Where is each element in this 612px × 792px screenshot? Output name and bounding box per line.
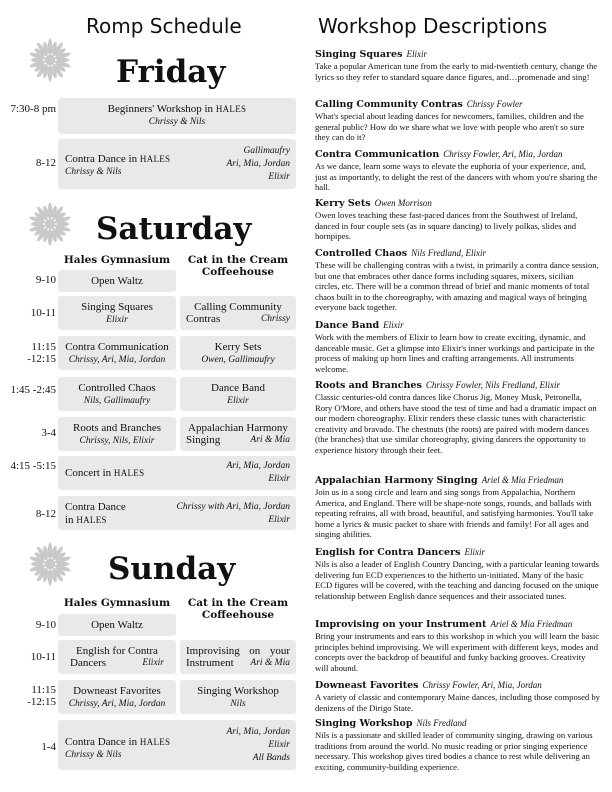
- event-title: Singing Squares: [81, 301, 153, 313]
- schedule-title: Romp Schedule: [86, 14, 242, 38]
- workshop-description: As we dance, learn some ways to elevate the euphoria of your experience, and, just as importantly, to delight the rest of the dancers with whom you're sharing the hall.: [315, 161, 598, 193]
- event-leaders: Elixir: [227, 396, 249, 406]
- event-title: Open Waltz: [91, 275, 143, 287]
- event-english-for-contra-dancers: [58, 640, 176, 674]
- workshop-entry: [315, 98, 600, 143]
- workshop-description: Work with the members of Elixir to learn how to create exciting, dynamic, and danceable music. Get a glimpse into Elixir's inner workings and participate in the process of making up horn lines and crafting arrangements. All instruments welcome.: [315, 332, 595, 374]
- band-name: Elixir: [268, 515, 290, 525]
- workshop-description: Nils is also a leader of English Country Dancing, with a particular leaning towards delivering fun ECD experiences to the hitherto un-initiated. Many of the basic ECD figures will be covered, with the teaching and dancing focused on the unique relationship between English dance sequences and their associated tunes.: [315, 559, 600, 601]
- event-title-cont: Instrument: [186, 657, 234, 669]
- workshop-leaders: Chrissy Fowler, Ari, Mia, Jordan: [422, 680, 542, 690]
- event-title: Contra Dance: [65, 501, 126, 513]
- event-leaders: Chrissy, Ari, Mia, Jordan: [68, 699, 166, 709]
- workshop-leaders: Elixir: [406, 49, 427, 59]
- band-name: Ari, Mia, Jordan: [226, 461, 290, 471]
- event-leaders: Chrissy, Ari, Mia, Jordan: [68, 355, 166, 365]
- event-title-cont: Contras: [186, 313, 221, 325]
- event-singing-workshop: [180, 680, 296, 714]
- workshop-entry: [315, 717, 600, 772]
- event-title: Contra Dance in: [65, 153, 138, 165]
- column-heading-hales: Hales Gymnasium: [63, 597, 171, 609]
- time-slot: 9-10: [35, 619, 56, 631]
- event-improvising-on-instrument: [180, 640, 296, 674]
- workshop-leaders: Ariel & Mia Friedman: [490, 619, 573, 629]
- event-leaders: Ari & Mia: [250, 435, 290, 445]
- workshop-descriptions-title: Workshop Descriptions: [318, 14, 548, 38]
- event-leaders: Elixir: [142, 658, 164, 668]
- workshop-leaders: Owen Morrison: [374, 198, 432, 208]
- event-leaders: Nils, Gallimaufry: [83, 396, 151, 406]
- event-title-cont: in: [65, 514, 74, 526]
- event-leaders: Chrissy & Nils: [65, 167, 122, 177]
- workshop-description: Take a popular American tune from the early to mid-twentieth century, change the lyrics so they refer to standard square dance figures, and…promenade and sing!: [315, 61, 598, 82]
- workshop-title: Roots and Branches: [315, 380, 422, 391]
- day-heading-friday: Friday: [116, 54, 226, 90]
- event-contra-communication: [58, 336, 176, 370]
- event-title: Open Waltz: [91, 619, 143, 631]
- event-roots-and-branches: [58, 417, 176, 451]
- venue-label: HALES: [139, 737, 171, 747]
- workshop-entry: [315, 546, 600, 601]
- time-slot: 11:15 -12:15: [27, 684, 56, 708]
- workshop-title: Singing Workshop: [315, 718, 413, 729]
- workshop-title: Kerry Sets: [315, 198, 371, 209]
- flower-icon: [28, 542, 72, 586]
- event-title-cont: Singing: [186, 434, 221, 446]
- band-name: Elixir: [268, 474, 290, 484]
- event-title: Singing Workshop: [197, 685, 279, 697]
- column-heading-cat: Cat in the Cream Coffeehouse: [187, 254, 289, 278]
- event-leaders: Chrissy & Nils: [148, 117, 206, 127]
- event-singing-squares: [58, 296, 176, 330]
- workshop-entry: [315, 247, 600, 313]
- band-name: Gallimaufry: [243, 146, 290, 156]
- event-title: Calling Community: [194, 301, 282, 313]
- event-appalachian-harmony: [180, 417, 296, 451]
- event-title: Appalachian Harmony: [188, 422, 288, 434]
- time-slot: 10-11: [30, 651, 56, 663]
- event-controlled-chaos: [58, 377, 176, 411]
- workshop-leaders: Chrissy Fowler: [466, 99, 523, 109]
- workshop-title: English for Contra Dancers: [315, 547, 461, 558]
- workshop-title: Calling Community Contras: [315, 99, 463, 110]
- flower-icon: [28, 38, 72, 82]
- venue-label: HALES: [139, 154, 171, 164]
- event-title: Controlled Chaos: [78, 382, 156, 394]
- workshop-leaders: Ariel & Mia Friedman: [481, 475, 564, 485]
- workshop-entry: [315, 148, 600, 193]
- time-slot: 11:15 -12:15: [27, 341, 56, 365]
- workshop-title: Contra Communication: [315, 149, 440, 160]
- workshop-description: Owen loves teaching these fast-paced dances from the Southwest of Ireland, danced in four couple sets (as in square dancing) to lively polkas, slides and hornpipes.: [315, 210, 578, 242]
- workshop-entry: [315, 679, 600, 713]
- event-title: Kerry Sets: [214, 341, 262, 353]
- time-slot: 3-4: [41, 427, 56, 439]
- event-leaders: Chrissy: [260, 314, 290, 324]
- time-slot: 1:45 -2:45: [10, 384, 56, 396]
- venue-label: HALES: [113, 468, 145, 478]
- column-heading-hales: Hales Gymnasium: [63, 254, 171, 266]
- event-downeast-favorites: [58, 680, 176, 714]
- venue-label: HALES: [76, 515, 107, 525]
- event-open-waltz: [58, 270, 176, 292]
- workshop-entry: [315, 319, 600, 374]
- event-concert: [58, 456, 296, 490]
- column-heading-cat: Cat in the Cream Coffeehouse: [187, 597, 289, 621]
- event-kerry-sets: [180, 336, 296, 370]
- workshop-leaders: Elixir: [464, 547, 485, 557]
- workshop-leaders: Elixir: [383, 320, 404, 330]
- event-leaders: Ari & Mia: [250, 658, 290, 668]
- workshop-title: Dance Band: [315, 320, 380, 331]
- event-title: Concert in: [65, 467, 112, 479]
- band-name: Elixir: [268, 740, 290, 750]
- event-leaders: Chrissy, Nils, Elixir: [79, 436, 155, 446]
- time-slot: 8-12: [35, 508, 56, 520]
- event-title: Downeast Favorites: [73, 685, 161, 697]
- workshop-title: Appalachian Harmony Singing: [315, 475, 478, 486]
- workshop-description: A variety of classic and contemporary Maine dances, including those composed by denizens of the Dirigo State.: [315, 692, 600, 713]
- event-leaders: Chrissy & Nils: [65, 750, 122, 760]
- venue-label: HALES: [215, 104, 247, 114]
- workshop-description: Bring your instruments and ears to this workshop in which you will learn the basic principles behind improvising. We will experiment with different keys, modes and concepts over the backdrop of beautiful and funky backing grooves. Creativity will abound.: [315, 631, 600, 673]
- event-dance-band: [180, 377, 296, 411]
- workshop-leaders: Nils Fredland: [416, 718, 467, 728]
- workshop-leaders: Chrissy Fowler, Ari, Mia, Jordan: [443, 149, 563, 159]
- event-title: Contra Dance in: [65, 736, 138, 748]
- flower-icon: [28, 202, 72, 246]
- event-calling-community-contras: [180, 296, 296, 330]
- event-saturday-contra-dance: [58, 496, 296, 530]
- workshop-entry: [315, 379, 600, 456]
- time-slot: 4:15 -5:15: [10, 460, 56, 472]
- event-beginners-workshop: [58, 98, 296, 134]
- workshop-entry: [315, 48, 600, 82]
- band-name: Ari, Mia, Jordan: [226, 159, 290, 169]
- event-title: Beginners' Workshop in: [107, 103, 214, 115]
- workshop-description: Join us in a song circle and learn and sing songs from Appalachia, Northern America, and England. There will be shape-note songs, rounds, and ballads with repeating refrains, all with broad, beautiful, and satisfying harmonies. You'll take home a lyrics & music packet to share with friends and family! For all ages and singing abilities.: [315, 487, 594, 540]
- workshop-entry: [315, 618, 600, 673]
- event-leaders: Elixir: [106, 315, 128, 325]
- workshop-description: These will be challenging contras with a twist, in primarily a contra dance session, but one that embraces other dance forms including squares, mixers, sicilian circles, etc. There will be a common thread of brief and manic moments of total chaos built in to the choreography, with amazing and magical ways of bringing everyone back together.: [315, 260, 599, 313]
- day-heading-saturday: Saturday: [96, 211, 252, 247]
- event-title: Roots and Branches: [73, 422, 161, 434]
- event-title-cont: Dancers: [70, 657, 107, 669]
- workshop-entry: [315, 474, 600, 540]
- event-title: Contra Communication: [65, 341, 169, 353]
- workshop-entry: [315, 197, 600, 242]
- workshop-title: Controlled Chaos: [315, 248, 408, 259]
- event-friday-contra-dance: [58, 139, 296, 189]
- event-title: Improvising on your: [186, 645, 290, 657]
- workshop-title: Downeast Favorites: [315, 680, 419, 691]
- event-leaders: Nils: [230, 699, 246, 709]
- workshop-leaders: Chrissy Fowler, Nils Fredland, Elixir: [425, 380, 560, 390]
- time-slot: 8-12: [35, 157, 56, 169]
- time-slot: 9-10: [35, 274, 56, 286]
- workshop-description: Nils is a passionate and skilled leader of community singing, drawing on various traditions from around the world. No music reading or prior singing experience necessary. This workshop gives tired bodies a chance to rest while delivering an exciting, community-building experience.: [315, 730, 593, 772]
- day-heading-sunday: Sunday: [108, 551, 236, 587]
- event-leaders: Owen, Gallimaufry: [201, 355, 275, 365]
- event-open-waltz: [58, 614, 176, 636]
- time-slot: 1-4: [41, 741, 56, 753]
- band-name: Ari, Mia, Jordan: [226, 727, 290, 737]
- workshop-description: Classic centuries-old contra dances like Chorus Jig, Money Musk, Petronella, Rory O'More, and others have stood the test of time and had a dramatic impact on our modern choreography. Elixir renders these classic tunes with characteristic creativity and bravado. The chestnuts (the roots) are paired with modern dances (the branches) that use similar choreography, giving dancers the opportunity to experience history through their feet.: [315, 392, 597, 455]
- time-slot: 7:30-8 pm: [10, 103, 56, 115]
- band-name: Chrissy with Ari, Mia, Jordan: [176, 502, 290, 512]
- band-name: All Bands: [252, 753, 290, 763]
- event-sunday-contra-dance: [58, 720, 296, 770]
- workshop-leaders: Nils Fredland, Elixir: [411, 248, 486, 258]
- workshop-description: What's special about leading dances for newcomers, families, children and the general public? How do we share what we love with people who aren't so sure they can do it?: [315, 111, 585, 143]
- workshop-title: Improvising on your Instrument: [315, 619, 487, 630]
- event-title: English for Contra: [76, 645, 158, 657]
- time-slot: 10-11: [30, 307, 56, 319]
- workshop-title: Singing Squares: [315, 49, 403, 60]
- band-name: Elixir: [268, 172, 290, 182]
- event-title: Dance Band: [210, 382, 266, 394]
